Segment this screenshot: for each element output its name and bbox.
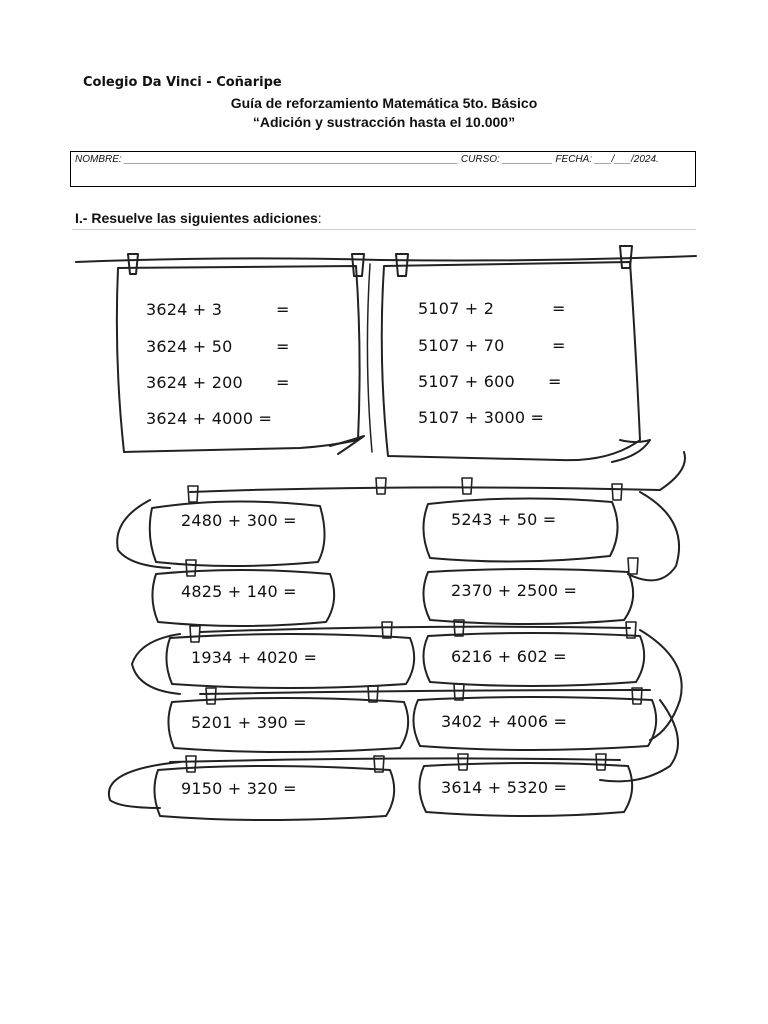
equals-sign: = [552, 336, 566, 355]
equals-sign: = [552, 299, 566, 318]
banner-eq-10: 3614 + 5320 = [441, 778, 568, 797]
sheet-right-eq-3: 5107 + 600 [418, 372, 515, 391]
worksheet-subtitle: “Adición y sustracción hasta el 10.000” [252, 114, 516, 130]
clothespin [620, 246, 632, 268]
sheet-right [382, 262, 640, 460]
clothesline-loop-right-1 [628, 492, 679, 580]
equals-sign: = [276, 337, 290, 356]
school-name: Colegio Da Vinci - Coñaripe [83, 75, 282, 90]
clothesline-top [76, 256, 696, 262]
sheet-right-eq-2: 5107 + 70 [418, 336, 505, 355]
section-colon: : [317, 210, 322, 226]
student-info-line: NOMBRE: ____________________________________________________________ CURSO: _________ FECHA: ___/___/2024. [75, 154, 659, 165]
equals-sign: = [276, 300, 290, 319]
sheet-right-eq-4: 5107 + 3000 = [418, 408, 545, 427]
banner-eq-3: 4825 + 140 = [181, 582, 297, 601]
sheet-left-curl [330, 436, 364, 454]
banner-eq-8: 3402 + 4006 = [441, 712, 568, 731]
equals-sign: = [276, 373, 290, 392]
banner-eq-2: 5243 + 50 = [451, 510, 557, 529]
section-title-text: I.- Resuelve las siguientes adiciones [75, 210, 318, 226]
banner-eq-7: 5201 + 390 = [191, 713, 307, 732]
banner-eq-1: 2480 + 300 = [181, 511, 297, 530]
sheet-left-eq-4: 3624 + 4000 = [146, 409, 273, 428]
sheet-left-eq-1: 3624 + 3 [146, 300, 223, 319]
clothesline-loop-left-1 [117, 500, 170, 568]
sheet-right-eq-1: 5107 + 2 [418, 299, 495, 318]
banner-eq-9: 9150 + 320 = [181, 779, 297, 798]
equals-sign: = [548, 372, 562, 391]
banner-eq-5: 1934 + 4020 = [191, 648, 318, 667]
clothespin [128, 254, 138, 274]
clothespin [352, 254, 364, 276]
banner-eq-4: 2370 + 2500 = [451, 581, 578, 600]
sheet-left-eq-3: 3624 + 200 [146, 373, 243, 392]
worksheet-title: Guía de reforzamiento Matemática 5to. Básico [230, 95, 538, 111]
sheet-left-eq-2: 3624 + 50 [146, 337, 233, 356]
banner-eq-6: 6216 + 602 = [451, 647, 567, 666]
